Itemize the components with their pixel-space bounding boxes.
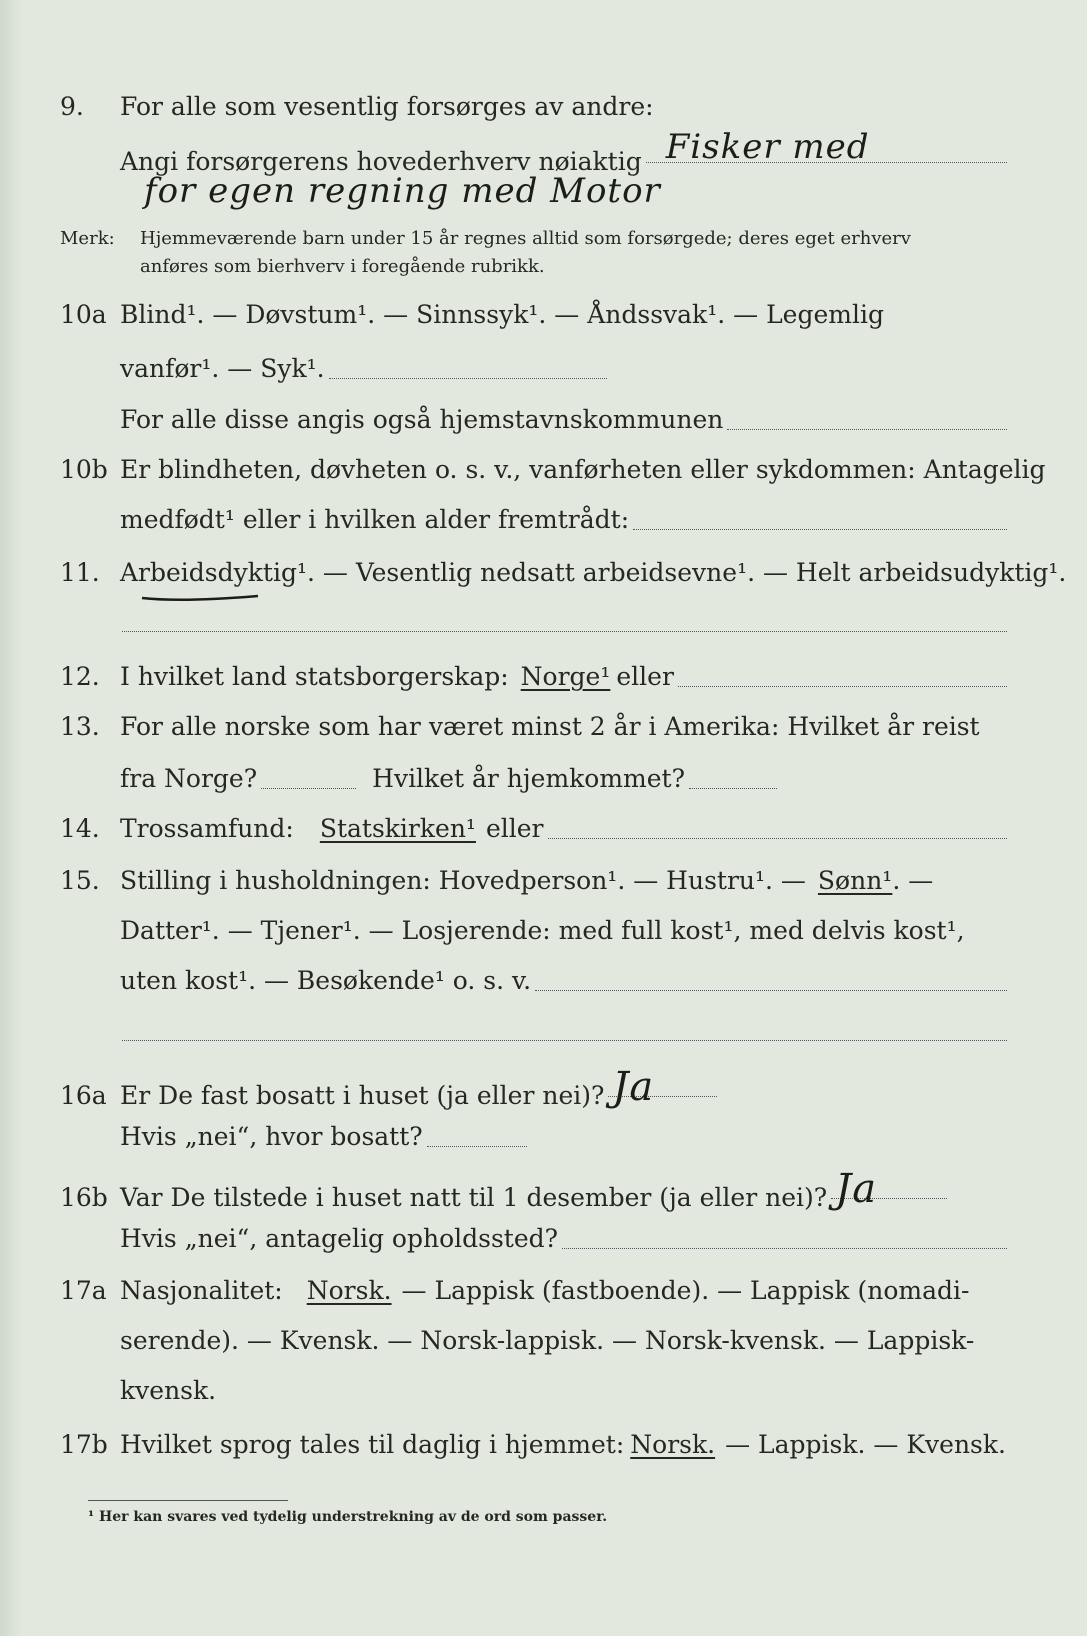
q17a-text-3: kvensk. bbox=[120, 1376, 217, 1405]
q9-line1 bbox=[60, 90, 1007, 124]
q16a-bosatt-field[interactable] bbox=[427, 1145, 527, 1147]
q16a-number: 16a bbox=[60, 1081, 107, 1110]
q17a-text-2: serende). — Kvensk. — Norsk-lappisk. — Norsk-kvensk. — Lappisk- bbox=[120, 1326, 975, 1355]
q12-text: I hvilket land statsborgerskap: bbox=[120, 662, 509, 691]
q16a-line1 bbox=[60, 1064, 717, 1113]
q16a-text-1: Er De fast bosatt i huset (ja eller nei)? bbox=[120, 1081, 605, 1110]
q10a-number: 10a bbox=[60, 300, 107, 329]
q9-handwritten-answer-2: for egen regning med Motor bbox=[144, 171, 661, 211]
q15-text-2: Datter¹. — Tjener¹. — Losjerende: med full kost¹, med delvis kost¹, bbox=[120, 916, 965, 945]
q17a-text-pre: Nasjonalitet: bbox=[120, 1276, 283, 1305]
q17a-text-1rest: — Lappisk (fastboende). — Lappisk (nomadi- bbox=[401, 1276, 970, 1305]
q11-option-arbeidsdyktig[interactable]: Arbeidsdyktig¹ bbox=[120, 558, 307, 587]
q9-answer-field-1[interactable] bbox=[646, 127, 1007, 170]
q17b-option-norsk[interactable]: Norsk. bbox=[630, 1430, 716, 1459]
q13-text-2a: fra Norge? bbox=[120, 764, 258, 793]
q13-hjemkommet-field[interactable] bbox=[689, 787, 777, 789]
q14-line bbox=[60, 812, 1007, 846]
q15-line1 bbox=[60, 864, 1007, 898]
q10a-line1 bbox=[60, 298, 1007, 332]
q16b-answer-field[interactable] bbox=[831, 1166, 947, 1212]
q15-line3 bbox=[60, 964, 1007, 998]
q17b-line bbox=[60, 1428, 1007, 1462]
q11-line bbox=[60, 556, 1067, 590]
merk-text-2: anføres som bierhverv i foregående rubrikk. bbox=[140, 256, 545, 277]
q9-text-2: Angi forsørgerens hovederhverv nøiaktig bbox=[120, 147, 642, 176]
footnote-divider bbox=[88, 1500, 288, 1501]
q14-text-eller: eller bbox=[485, 814, 544, 843]
q11-handwritten-underline bbox=[140, 592, 260, 602]
q15-text-1a: Stilling i husholdningen: Hovedperson¹. — Hustru¹. — bbox=[120, 866, 806, 895]
q11-text-rest: . — Vesentlig nedsatt arbeidsevne¹. — Helt arbeidsudyktig¹. bbox=[306, 558, 1067, 587]
footnote: ¹ Her kan svares ved tydelig understrekning av de ord som passer. bbox=[88, 1509, 608, 1525]
q16b-text-2: Hvis „nei“, antagelig opholdssted? bbox=[120, 1224, 559, 1253]
q13-text-1: For alle norske som har været minst 2 år i Amerika: Hvilket år reist bbox=[120, 712, 980, 741]
q15-text-1b: . — bbox=[892, 866, 934, 895]
q17b-text-post: — Lappisk. — Kvensk. bbox=[725, 1430, 1006, 1459]
q11-number: 11. bbox=[60, 558, 100, 587]
q17a-line3 bbox=[60, 1374, 1007, 1408]
q16a-text-2: Hvis „nei“, hvor bosatt? bbox=[120, 1122, 423, 1151]
q9-handwritten-answer-1: Fisker med bbox=[665, 127, 870, 167]
q15-text-3: uten kost¹. — Besøkende¹ o. s. v. bbox=[120, 966, 532, 995]
q15-line2 bbox=[60, 914, 1007, 948]
q10a-line2 bbox=[60, 352, 607, 386]
q10a-hjemstavn-field[interactable] bbox=[727, 428, 1007, 430]
q16b-number: 16b bbox=[60, 1183, 108, 1212]
q15-number: 15. bbox=[60, 866, 100, 895]
q16b-line1 bbox=[60, 1166, 947, 1215]
q16b-text-1: Var De tilstede i huset natt til 1 desember (ja eller nei)? bbox=[120, 1183, 828, 1212]
q13-number: 13. bbox=[60, 712, 100, 741]
q12-line bbox=[60, 660, 1007, 694]
page-edge-shadow bbox=[0, 0, 22, 1636]
q12-answer-field[interactable] bbox=[678, 685, 1007, 687]
q13-reist-field[interactable] bbox=[261, 787, 356, 789]
q9-text-1: For alle som vesentlig forsørges av andre: bbox=[120, 92, 654, 121]
q10b-line2 bbox=[60, 503, 1007, 537]
q16b-opholdssted-field[interactable] bbox=[562, 1247, 1007, 1249]
q13-text-2b: Hvilket år hjemkommet? bbox=[372, 764, 686, 793]
q10b-number: 10b bbox=[60, 455, 108, 484]
q17a-line1 bbox=[60, 1274, 1007, 1308]
q16a-line2 bbox=[60, 1120, 527, 1154]
q12-number: 12. bbox=[60, 662, 100, 691]
q10a-text-1: Blind¹. — Døvstum¹. — Sinnssyk¹. — Åndssvak¹. — Legemlig bbox=[120, 300, 884, 329]
q15-option-sonn[interactable]: Sønn¹ bbox=[817, 866, 893, 895]
q9-line3 bbox=[140, 171, 1007, 214]
q16b-line2 bbox=[60, 1222, 1007, 1256]
q16b-handwritten-answer: Ja bbox=[835, 1166, 878, 1212]
q10b-text-2: medfødt¹ eller i hvilken alder fremtrådt: bbox=[120, 505, 630, 534]
q15-blank-line[interactable] bbox=[122, 1040, 1007, 1041]
q10b-answer-field[interactable] bbox=[633, 528, 1007, 530]
q14-answer-field[interactable] bbox=[548, 837, 1008, 839]
q17a-line2 bbox=[60, 1324, 1007, 1358]
q10a-text-3: For alle disse angis også hjemstavnskommunen bbox=[120, 405, 724, 434]
q15-answer-field[interactable] bbox=[535, 989, 1007, 991]
q14-number: 14. bbox=[60, 814, 100, 843]
q16a-answer-field[interactable] bbox=[608, 1064, 717, 1110]
merk-label: Merk: bbox=[60, 228, 115, 249]
q16a-handwritten-answer: Ja bbox=[612, 1064, 655, 1110]
merk-line2 bbox=[60, 254, 1007, 280]
q9-answer-field-2[interactable] bbox=[144, 171, 1007, 214]
q10a-line3 bbox=[60, 403, 1007, 437]
q10a-answer-field[interactable] bbox=[329, 377, 607, 379]
q9-number: 9. bbox=[60, 92, 84, 121]
q10b-text-1: Er blindheten, døvheten o. s. v., vanførheten eller sykdommen: Antagelig bbox=[120, 455, 1046, 484]
q13-line2 bbox=[60, 762, 777, 796]
q10a-text-2: vanfør¹. — Syk¹. bbox=[120, 354, 325, 383]
merk-line1 bbox=[60, 226, 1007, 252]
q10b-line1 bbox=[60, 453, 1046, 487]
q13-line1 bbox=[60, 710, 1007, 744]
q12-option-norge[interactable]: Norge¹ bbox=[520, 662, 611, 691]
q17b-text-pre: Hvilket sprog tales til daglig i hjemmet: bbox=[120, 1430, 625, 1459]
q17a-option-norsk[interactable]: Norsk. bbox=[306, 1276, 392, 1305]
q14-option-statskirken[interactable]: Statskirken¹ bbox=[319, 814, 476, 843]
q14-text: Trossamfund: bbox=[120, 814, 294, 843]
q11-blank-line[interactable] bbox=[122, 631, 1007, 632]
merk-text-1: Hjemmeværende barn under 15 år regnes alltid som forsørgede; deres eget erhverv bbox=[140, 228, 911, 249]
q17b-number: 17b bbox=[60, 1430, 108, 1459]
q12-text-eller: eller bbox=[616, 662, 674, 691]
q17a-number: 17a bbox=[60, 1276, 107, 1305]
